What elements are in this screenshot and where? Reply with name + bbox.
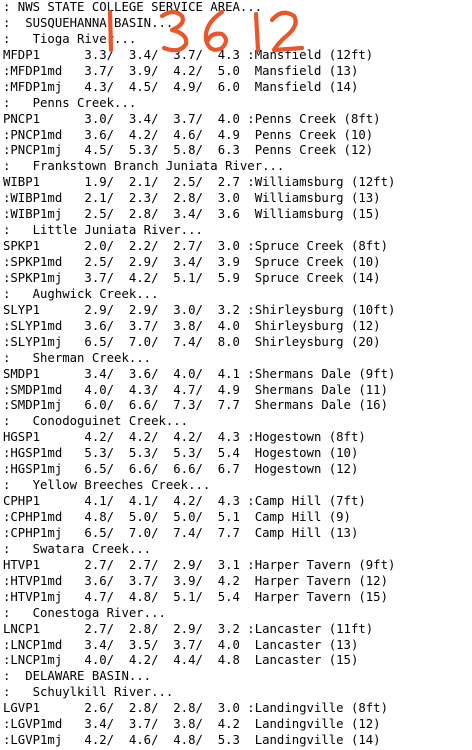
text-line: : Conodoguinet Creek... bbox=[3, 414, 189, 429]
text-line: LNCP1 2.7/ 2.8/ 2.9/ 3.2 :Lancaster (11ft) bbox=[3, 621, 374, 636]
text-line: :LGVP1mj 4.2/ 4.6/ 4.8/ 5.3 Landingville (14) bbox=[3, 733, 381, 748]
text-line: CPHP1 4.1/ 4.1/ 4.2/ 4.3 :Camp Hill (7ft) bbox=[3, 494, 366, 509]
text-line: SLYP1 2.9/ 2.9/ 3.0/ 3.2 :Shirleysburg (10ft) bbox=[3, 302, 396, 317]
text-line: : Penns Creek... bbox=[3, 95, 137, 110]
text-line: : Little Juniata River... bbox=[3, 223, 203, 238]
text-line: :SLYP1md 3.6/ 3.7/ 3.8/ 4.0 Shirleysburg (12) bbox=[3, 318, 381, 333]
text-line: : Conestoga River... bbox=[3, 605, 166, 620]
text-line: :LGVP1md 3.4/ 3.7/ 3.8/ 4.2 Landingville (12) bbox=[3, 717, 381, 732]
text-line: :MFDP1mj 4.3/ 4.5/ 4.9/ 6.0 Mansfield (14) bbox=[3, 79, 359, 94]
text-line: : Aughwick Creek... bbox=[3, 286, 159, 301]
text-line: :CPHP1mj 6.5/ 7.0/ 7.4/ 7.7 Camp Hill (13) bbox=[3, 525, 359, 540]
text-line: HTVP1 2.7/ 2.7/ 2.9/ 3.1 :Harper Tavern (9ft) bbox=[3, 557, 396, 572]
text-line: SMDP1 3.4/ 3.6/ 4.0/ 4.1 :Shermans Dale (9ft) bbox=[3, 366, 396, 381]
text-line: SPKP1 2.0/ 2.2/ 2.7/ 3.0 :Spruce Creek (8ft) bbox=[3, 239, 388, 254]
text-line: :CPHP1md 4.8/ 5.0/ 5.0/ 5.1 Camp Hill (9) bbox=[3, 510, 351, 524]
text-line: :HGSP1md 5.3/ 5.3/ 5.3/ 5.4 Hogestown (10) bbox=[3, 446, 359, 461]
text-line: :HTVP1md 3.6/ 3.7/ 3.9/ 4.2 Harper Tavern (12) bbox=[3, 573, 388, 588]
text-line: :WIBP1mj 2.5/ 2.8/ 3.4/ 3.6 Williamsburg (15) bbox=[3, 207, 381, 222]
text-line: : Frankstown Branch Juniata River... bbox=[3, 159, 285, 174]
text-line: : DELAWARE BASIN... bbox=[3, 669, 152, 684]
forecast-text-document bbox=[3, 0, 395, 749]
text-line: : Sherman Creek... bbox=[3, 350, 152, 365]
text-line: : NWS STATE COLLEGE SERVICE AREA... bbox=[3, 0, 263, 14]
text-line: : Swatara Creek... bbox=[3, 541, 152, 556]
text-line: HGSP1 4.2/ 4.2/ 4.2/ 4.3 :Hogestown (8ft) bbox=[3, 430, 366, 445]
text-line: :SMDP1md 4.0/ 4.3/ 4.7/ 4.9 Shermans Dale (11) bbox=[3, 382, 388, 397]
text-line: :WIBP1md 2.1/ 2.3/ 2.8/ 3.0 Williamsburg (13) bbox=[3, 191, 381, 206]
text-line: MFDP1 3.3/ 3.4/ 3.7/ 4.3 :Mansfield (12ft) bbox=[3, 47, 374, 62]
text-line: : Schuylkill River... bbox=[3, 685, 174, 700]
text-line: :LNCP1mj 4.0/ 4.2/ 4.4/ 4.8 Lancaster (15) bbox=[3, 653, 359, 668]
text-line: :PNCP1md 3.6/ 4.2/ 4.6/ 4.9 Penns Creek (10) bbox=[3, 127, 374, 142]
text-line: :LNCP1md 3.4/ 3.5/ 3.7/ 4.0 Lancaster (13) bbox=[3, 637, 359, 652]
text-line: :SPKP1mj 3.7/ 4.2/ 5.1/ 5.9 Spruce Creek (14) bbox=[3, 270, 381, 285]
text-line: :SMDP1mj 6.0/ 6.6/ 7.3/ 7.7 Shermans Dale (16) bbox=[3, 398, 388, 413]
text-line: :MFDP1md 3.7/ 3.9/ 4.2/ 5.0 Mansfield (13) bbox=[3, 63, 359, 78]
text-line: :SPKP1md 2.5/ 2.9/ 3.4/ 3.9 Spruce Creek (10) bbox=[3, 255, 381, 269]
text-line: LGVP1 2.6/ 2.8/ 2.8/ 3.0 :Landingville (8ft) bbox=[3, 701, 388, 716]
text-line: PNCP1 3.0/ 3.4/ 3.7/ 4.0 :Penns Creek (8ft) bbox=[3, 111, 381, 126]
text-line: : Tioga River... bbox=[3, 31, 137, 46]
text-line: :HGSP1mj 6.5/ 6.6/ 6.6/ 6.7 Hogestown (12) bbox=[3, 462, 359, 477]
text-line: : SUSQUEHANNA BASIN... bbox=[3, 15, 174, 30]
text-line: WIBP1 1.9/ 2.1/ 2.5/ 2.7 :Williamsburg (12ft) bbox=[3, 175, 396, 190]
text-line: : Yellow Breeches Creek... bbox=[3, 478, 211, 493]
text-line: :HTVP1mj 4.7/ 4.8/ 5.1/ 5.4 Harper Tavern (15) bbox=[3, 589, 388, 604]
text-line: :PNCP1mj 4.5/ 5.3/ 5.8/ 6.3 Penns Creek (12) bbox=[3, 143, 374, 158]
text-line: :SLYP1mj 6.5/ 7.0/ 7.4/ 8.0 Shirleysburg (20) bbox=[3, 334, 381, 349]
